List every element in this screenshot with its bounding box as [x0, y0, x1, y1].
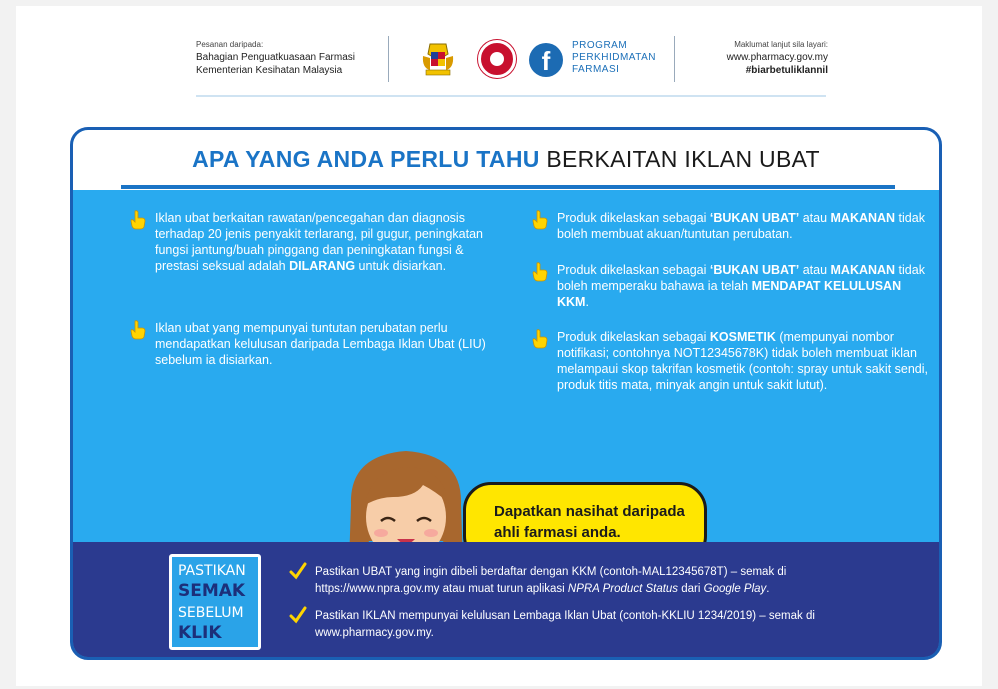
header-divider [674, 36, 675, 82]
badge-line-2: SEMAK [178, 581, 246, 601]
program-line-2: PERKHIDMATAN [572, 52, 656, 63]
program-label [572, 40, 656, 76]
ni2-t1: Pastikan IKLAN mempunyai kelulusan Lembaga Iklan Ubat (contoh-KKLIU 1234/2019) – semak di www.pharmacy.gov.my. [315, 610, 815, 639]
rb1-t1: Produk dikelaskan sebagai [557, 211, 710, 225]
info-hashtag: #biarbetuliklannil [745, 65, 828, 76]
info-card [70, 127, 942, 660]
right-bullet-2 [557, 262, 927, 310]
header-info [700, 38, 828, 77]
left-bullet-2 [155, 320, 493, 368]
header-divider [388, 36, 389, 82]
checkmark-icon [289, 606, 307, 624]
navy-item-2 [315, 608, 875, 642]
program-line-3: FARMASI [572, 64, 620, 75]
rb2-b2: MAKANAN [830, 263, 896, 277]
navy-item-1 [315, 564, 875, 598]
badge-line-4: KLIK [178, 623, 222, 643]
rb3-t2: (mempunyai nombor notifikasi; contohnya NOT12345678K) tidak boleh membuat iklan melampaui skop takrifan kosmetik (contoh: spray untuk sakit sendi, produk titis mata, minyak angin untuk sakit lutut). [557, 330, 929, 392]
pointing-hand-icon [531, 262, 549, 282]
info-label: Maklumat lanjut sila layari: [734, 40, 828, 49]
malaysia-crest-icon [420, 40, 456, 78]
left-bullet-1-bold: DILARANG [289, 259, 356, 273]
left-bullet-1-after: untuk disiarkan. [355, 259, 447, 273]
left-bullet-2-text: Iklan ubat yang mempunyai tuntutan perubatan perlu mendapatkan kelulusan daripada Lembaga Iklan Ubat (LIU) sebelum ia disiarkan. [155, 321, 486, 367]
rb1-b2: MAKANAN [830, 211, 896, 225]
ni1-t2: dari [678, 583, 704, 595]
rb3-t1: Produk dikelaskan sebagai [557, 330, 710, 344]
pointing-hand-icon [129, 210, 147, 230]
ni1-t1: Pastikan UBAT yang ingin dibeli berdaftar dengan KKM (contoh-MAL12345678T) – semak di https://www.npra.gov.my atau muat turun aplikasi [315, 566, 787, 595]
ni1-i2: Google Play [703, 583, 767, 595]
check-before-click-band [73, 542, 939, 660]
right-bullet-3 [557, 329, 935, 393]
header-sender [196, 38, 355, 77]
pointing-hand-icon [129, 320, 147, 340]
poster-page [16, 6, 982, 686]
rb1-b1: ‘BUKAN UBAT’ [709, 211, 800, 225]
card-title [73, 146, 939, 173]
rb2-t3: tidak boleh memperaku bahawa ia telah [557, 263, 925, 293]
rb2-b1: ‘BUKAN UBAT’ [709, 263, 800, 277]
badge-line-1: PASTIKAN [178, 563, 246, 579]
speech-bubble-text [494, 501, 685, 543]
sender-label: Pesanan daripada: [196, 40, 264, 49]
program-line-1: PROGRAM [572, 40, 628, 51]
sender-line-1: Bahagian Penguatkuasaan Farmasi [196, 52, 355, 63]
checkmark-icon [289, 562, 307, 580]
title-underline [121, 185, 895, 189]
rb2-t2: atau [799, 263, 831, 277]
badge-line-3: SEBELUM [178, 605, 244, 621]
header-rule [196, 95, 826, 97]
pointing-hand-icon [531, 329, 549, 349]
right-bullet-1 [557, 210, 927, 242]
facebook-icon: f [529, 43, 563, 77]
farmasi-logo-icon [478, 40, 516, 78]
content-area [73, 190, 939, 542]
sender-line-2: Kementerian Kesihatan Malaysia [196, 65, 343, 76]
pastikan-semak-badge [169, 554, 261, 650]
ni1-i1: NPRA Product Status [567, 583, 679, 595]
left-bullet-1-text: Iklan ubat berkaitan rawatan/pencegahan dan diagnosis terhadap 20 jenis penyakit terlarang, pil gugur, peningkatan fungsi jantung/buah pinggang dan peningkatan fungsi & prestasi seksual adalah [155, 211, 484, 273]
rb1-t2: atau [799, 211, 831, 225]
left-bullet-1 [155, 210, 503, 274]
rb3-b1: KOSMETIK [709, 330, 776, 344]
bubble-line-2: ahli farmasi anda. [494, 524, 621, 541]
rb1-t3: tidak boleh membuat akuan/tuntutan perubatan. [557, 211, 925, 241]
title-part-2: BERKAITAN IKLAN UBAT [546, 146, 820, 172]
bubble-line-1: Dapatkan nasihat daripada [494, 503, 685, 520]
title-band [73, 130, 939, 190]
pointing-hand-icon [531, 210, 549, 230]
info-url[interactable]: www.pharmacy.gov.my [726, 52, 828, 63]
title-part-1: APA YANG ANDA PERLU TAHU [192, 146, 540, 172]
rb2-t1: Produk dikelaskan sebagai [557, 263, 710, 277]
rb2-b3: MENDAPAT KELULUSAN KKM [557, 279, 902, 309]
rb2-t4: . [585, 295, 589, 309]
ni1-t3: . [766, 583, 770, 595]
